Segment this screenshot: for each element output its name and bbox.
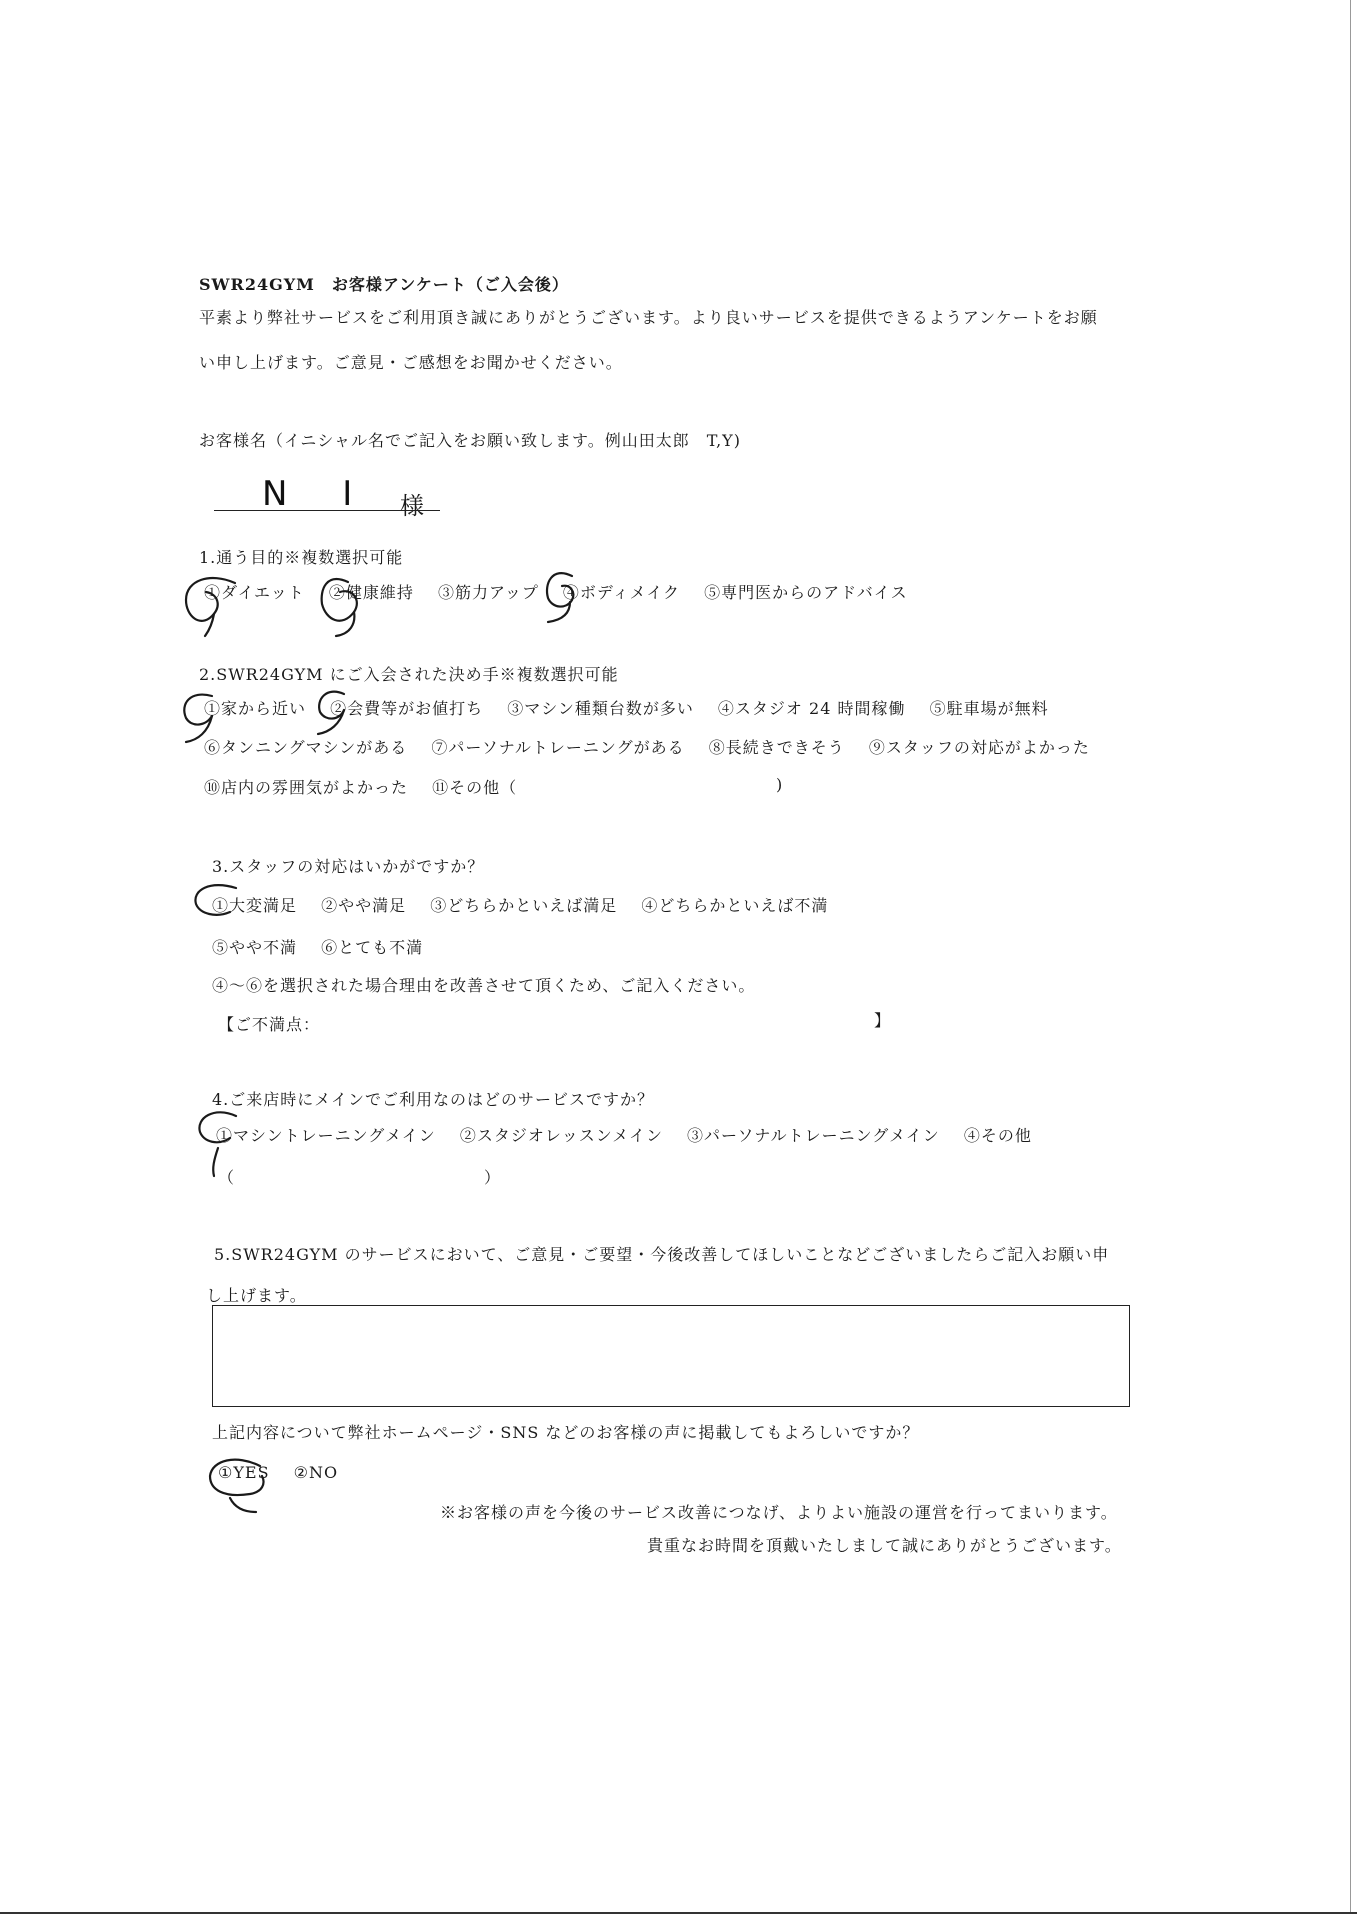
consent-yes[interactable]: ①YES [218, 1463, 270, 1482]
q1-option-5[interactable]: ⑤専門医からのアドバイス [704, 583, 908, 602]
q2-option-2[interactable]: ②会費等がお値打ち [330, 699, 484, 718]
q2-option-1[interactable]: ①家から近い [204, 699, 307, 718]
consent-yes-circle-mark [210, 1460, 264, 1495]
name-handwritten[interactable]: N I [262, 474, 375, 514]
q2-option-8[interactable]: ⑧長続きできそう [708, 738, 845, 757]
q2-option-9[interactable]: ⑨スタッフの対応がよかった [868, 738, 1090, 757]
footer-thanks: 貴重なお時間を頂戴いたしまして誠にありがとうございます。 [647, 1536, 1122, 1555]
q2-question: 2.SWR24GYM にご入会された決め手※複数選択可能 [199, 665, 619, 684]
q3-option-4[interactable]: ④どちらかといえば不満 [641, 896, 829, 915]
survey-title: SWR24GYM お客様アンケート（ご入会後） [199, 275, 569, 294]
q4-other-open: （ [218, 1168, 235, 1187]
q3-option-1-circle-mark [195, 885, 236, 915]
intro-line-1: 平素より弊社サービスをご利用頂き誠にありがとうございます。より良いサービスを提供できるようアンケートをお願 [199, 308, 1098, 327]
q4-option-1-tail-mark [213, 1148, 218, 1176]
q1-option-2[interactable]: ②健康維持 [328, 583, 414, 602]
q2-option-5[interactable]: ⑤駐車場が無料 [929, 699, 1049, 718]
q3-option-3[interactable]: ③どちらかといえば満足 [430, 896, 618, 915]
q4-question: 4.ご来店時にメインでご利用なのはどのサービスですか？ [212, 1090, 654, 1109]
q3-question: 3.スタッフの対応はいかがですか？ [212, 857, 485, 876]
q3-note: ④～⑥を選択された場合理由を改善させて頂くため、ご記入ください。 [212, 976, 756, 995]
q1-option-2-circle-mark [322, 579, 357, 621]
q1-question: 1.通う目的※複数選択可能 [199, 548, 404, 567]
q1-option-1-circle-mark [186, 578, 235, 621]
q1-option-1[interactable]: ①ダイエット [204, 583, 305, 602]
q2-option-6[interactable]: ⑥タンニングマシンがある [204, 738, 408, 757]
name-suffix: 様 [400, 492, 425, 520]
q2-option-4[interactable]: ④スタジオ 24 時間稼働 [717, 699, 906, 718]
footer-note: ※お客様の声を今後のサービス改善につなげ、よりよい施設の運営を行ってまいります。 [440, 1503, 1118, 1522]
name-label: お客様名（イニシャル名でご記入をお願い致します。例山田太郎 T,Y) [199, 431, 741, 450]
q5-question-line-2: し上げます。 [206, 1286, 307, 1305]
q4-option-1[interactable]: ①マシントレーニングメイン [216, 1126, 436, 1145]
q1-option-4[interactable]: ④ボディメイク [562, 583, 681, 602]
q2-option-3[interactable]: ③マシン種類台数が多い [507, 699, 694, 718]
consent-yes-tail-mark [230, 1498, 256, 1512]
intro-line-2: い申し上げます。ご意見・ご感想をお聞かせください。 [199, 353, 623, 372]
q1-option-3[interactable]: ③筋力アップ [437, 583, 539, 602]
q4-option-3[interactable]: ③パーソナルトレーニングメイン [687, 1126, 940, 1145]
q2-option-2-circle-mark [319, 692, 344, 719]
q4-option-4[interactable]: ④その他 [963, 1126, 1032, 1145]
q5-question-line-1: 5.SWR24GYM のサービスにおいて、ご意見・ご要望・今後改善してほしいことなどございましたらご記入お願い申 [214, 1245, 1110, 1264]
q2-option-7[interactable]: ⑦パーソナルトレーニングがある [431, 738, 685, 757]
q3-option-5[interactable]: ⑤やや不満 [212, 938, 298, 957]
consent-question: 上記内容について弊社ホームページ・SNS などのお客様の声に掲載してもよろしいですか？ [212, 1423, 920, 1442]
q4-other-close: ） [484, 1168, 501, 1187]
q3-option-1[interactable]: ①大変満足 [212, 896, 298, 915]
q2-option-11[interactable]: ⑪その他（ [432, 778, 518, 797]
consent-no[interactable]: ②NO [293, 1463, 339, 1482]
q2-other-close: ) [776, 775, 783, 794]
q4-option-1-circle-mark [199, 1112, 236, 1142]
q3-option-6[interactable]: ⑥とても不満 [321, 938, 424, 957]
q4-option-2[interactable]: ②スタジオレッスンメイン [459, 1126, 663, 1145]
q3-complaint-close: 】 [874, 1011, 891, 1030]
q2-option-1-circle-mark [184, 695, 212, 725]
q3-option-2[interactable]: ②やや満足 [321, 896, 407, 915]
q3-complaint-label[interactable]: 【ご不満点： [218, 1015, 321, 1034]
q2-option-10[interactable]: ⑩店内の雰囲気がよかった [204, 778, 409, 797]
